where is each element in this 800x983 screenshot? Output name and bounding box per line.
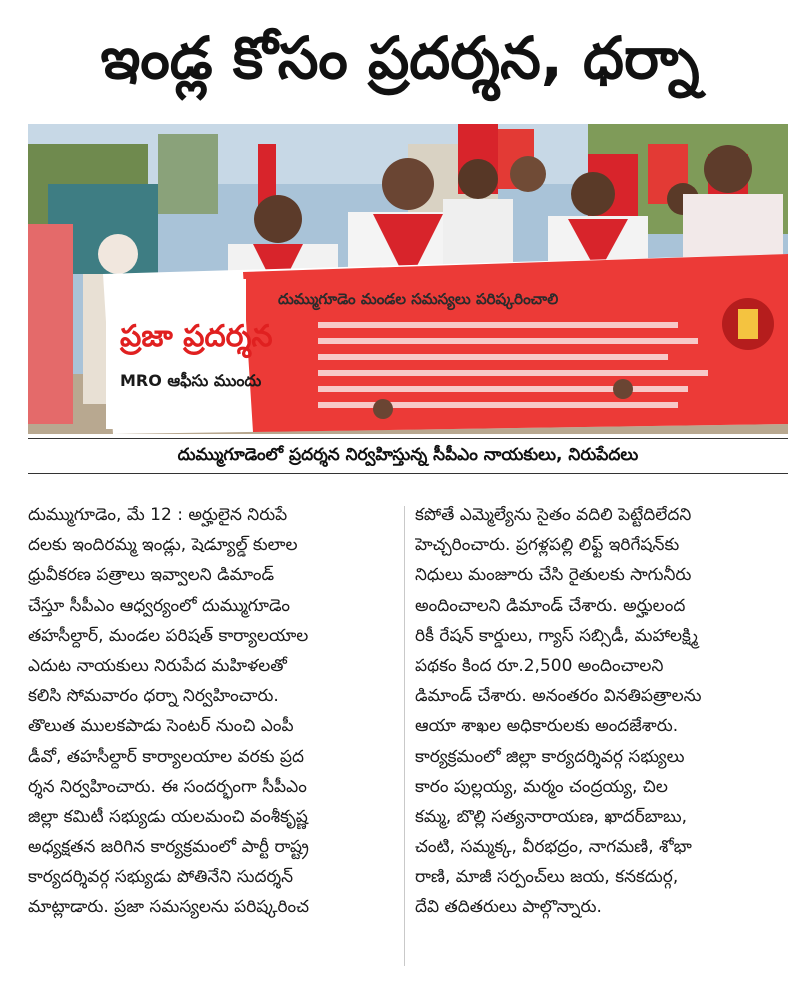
article-line: కమ్మ, బొల్లి సత్యనారాయణ, ఖాదర్‌బాబు, <box>415 806 688 827</box>
protest-photo-illustration <box>28 124 788 434</box>
banner-title: దుమ్ముగూడెం మండల సమస్యలు పరిష్కరించాలి <box>278 290 559 308</box>
article-line: హెచ్చరించారు. ప్రగళ్లపల్లి లిఫ్ట్ ఇరిగేషన్‌కు <box>415 535 680 556</box>
article-line: దుమ్ముగూడెం, మే 12 : అర్హులైన నిరుపే <box>28 505 288 525</box>
article-line: దేవి తదితరులు పాల్గొన్నారు. <box>415 897 602 918</box>
article-line: రికీ రేషన్ కార్డులు, గ్యాస్ సబ్సిడీ, మహాలక్ష్మి <box>415 625 699 646</box>
article-line: ఆయా శాఖల అధికారులకు అందజేశారు. <box>415 716 679 737</box>
caption-rule-bottom <box>28 473 788 474</box>
article-line: మాట్లాడారు. ప్రజా సమస్యలను పరిష్కరించ <box>28 897 310 918</box>
article-line: ర్శన నిర్వహించారు. ఈ సందర్భంగా సీపీఎం <box>28 776 307 797</box>
article-line: రాణి, మాజీ సర్పంచ్‌లు జయ, కనకదుర్గ, <box>415 867 679 888</box>
article-line: పథకం కింద రూ.2,500 అందించాలని <box>415 655 664 676</box>
article-line: ఎదుట నాయకులు నిరుపేద మహిళలతో <box>28 655 287 676</box>
article-line: తహసీల్దార్, మండల పరిషత్ కార్యాలయాల <box>28 625 309 646</box>
article-line: జిల్లా కమిటీ సభ్యుడు యలమంచి వంశీకృష్ణ <box>28 806 308 827</box>
news-photo <box>28 124 788 434</box>
article-line: ధ్రువీకరణ పత్రాలు ఇవ్వాలని డిమాండ్ <box>28 565 275 586</box>
article-line: డిమాండ్ చేశారు. అనంతరం వినతిపత్రాలను <box>415 686 702 707</box>
article-line: కలిసి సోమవారం ధర్నా నిర్వహించారు. <box>28 686 279 707</box>
column-divider <box>404 506 405 966</box>
article-line: కార్యదర్శివర్గ సభ్యుడు పోతినేని సుదర్శన్ <box>28 867 294 888</box>
article-line: నిధులు మంజూరు చేసి రైతులకు సాగునీరు <box>415 565 692 586</box>
headline: ఇండ్ల కోసం ప్రదర్శన, ధర్నా <box>100 24 700 92</box>
article-line: కపోతే ఎమ్మెల్యేను సైతం వదిలి పెట్టేదిలేదని <box>415 505 692 525</box>
article-line: డీవో, తహసీల్దార్ కార్యాలయాల వరకు ప్రద <box>28 746 304 767</box>
article-line: దలకు ఇందిరమ్మ ఇండ్లు, షెడ్యూల్డ్ కులాల <box>28 535 298 556</box>
article-line: అధ్యక్షతన జరిగిన కార్యక్రమంలో పార్టీ రాష్ట్ర <box>28 837 309 858</box>
photo-caption: దుమ్ముగూడెంలో ప్రదర్శన నిర్వహిస్తున్న సీపీఎం నాయకులు, నిరుపేదలు <box>177 445 639 465</box>
article-line: తొలుత ములకపాడు సెంటర్ నుంచి ఎంపీ <box>28 716 294 737</box>
banner-sub: MRO ఆఫీసు ముందు <box>120 371 262 390</box>
article-line: అందించాలని డిమాండ్ చేశారు. అర్హులంద <box>415 595 686 616</box>
article-line: చంటి, సమ్మక్క, వీరభద్రం, నాగమణి, శోభా <box>415 837 692 858</box>
caption-rule-top <box>28 438 788 439</box>
banner-sign: ప్రజా ప్రదర్శన <box>120 319 273 354</box>
article-line: కార్యక్రమంలో జిల్లా కార్యదర్శివర్గ సభ్యులు <box>415 746 685 767</box>
article-column-right <box>415 500 790 923</box>
article-column-left <box>28 500 393 923</box>
article-line: చేస్తూ సీపీఎం ఆధ్వర్యంలో దుమ్ముగూడెం <box>28 595 290 616</box>
article-line: కారం పుల్లయ్య, మర్మం చంద్రయ్య, చిల <box>415 776 668 797</box>
